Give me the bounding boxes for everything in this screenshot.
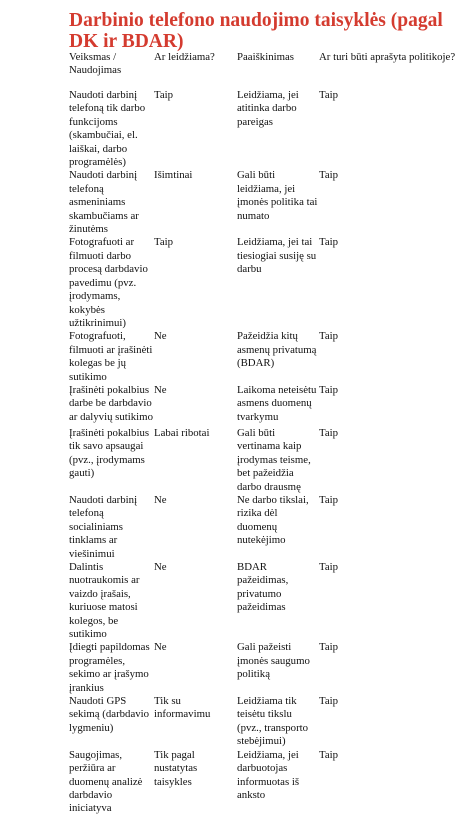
page-title: Darbinio telefono naudojimo taisyklės (pagal DK ir BDAR): [69, 10, 443, 52]
cell-explanation: BDAR pažeidimas, privatumo pažeidimas: [237, 561, 289, 614]
cell-allowed: Tik pagal nustatytas taisykles: [154, 748, 198, 788]
cell-explanation: Leidžiama, jei tai tiesiogiai susiję su darbu: [237, 236, 317, 276]
cell-action: Fotografuoti ar filmuoti darbo procesą darbdavio pavedimu (pvz. įrodymams, kokybės užtikrinimui): [69, 236, 148, 329]
cell-action: Fotografuoti, filmuoti ar įrašinėti kolegas be jų sutikimo: [69, 330, 153, 383]
cell-policy: Taip: [319, 641, 339, 654]
cell-policy: Taip: [319, 561, 339, 573]
table-header-row: [69, 51, 464, 89]
rules-table: [69, 51, 464, 816]
cell-action: Naudoti darbinį telefoną socialiniams tinklams ar viešinimui: [69, 493, 138, 560]
table-row: [69, 641, 464, 695]
cell-action: Naudoti darbinį telefoną tik darbo funkcijoms (skambučiai, el. laiškai, darbo programėlės): [69, 89, 146, 169]
cell-allowed: Ne: [154, 561, 167, 573]
cell-allowed: Ne: [154, 493, 167, 506]
cell-allowed: Labai ribotai: [154, 426, 210, 439]
header-action: Veiksmas / Naudojimas: [69, 51, 122, 77]
table-row: [69, 749, 464, 816]
table-row: [69, 89, 464, 169]
cell-allowed: Taip: [154, 236, 174, 249]
table-row: [69, 330, 464, 384]
cell-allowed: Taip: [154, 89, 174, 101]
cell-policy: Taip: [319, 748, 339, 761]
table-row: [69, 494, 464, 561]
cell-allowed: Išimtinai: [154, 169, 193, 182]
header-policy: Ar turi būti aprašyta politikoje?: [319, 51, 456, 63]
cell-action: Įrašinėti pokalbius darbe be darbdavio ar dalyvių sutikimo: [69, 383, 153, 423]
cell-explanation: Leidžiama, jei atitinka darbo pareigas: [237, 89, 299, 128]
cell-allowed: Ne: [154, 330, 167, 343]
cell-allowed: Ne: [154, 383, 167, 396]
cell-action: Dalintis nuotraukomis ar vaizdo įrašais, kuriuose matosi kolegos, be sutikimo: [69, 561, 140, 641]
cell-explanation: Gali būti leidžiama, jei įmonės politika tai numato: [237, 169, 318, 222]
cell-explanation: Leidžiama, jei darbuotojas informuotas iš anksto: [237, 748, 300, 801]
cell-explanation: Gali pažeisti įmonės saugumo politiką: [237, 641, 310, 681]
cell-allowed: Ne: [154, 641, 167, 654]
cell-explanation: Laikoma neteisėtu asmens duomenų tvarkymu: [237, 383, 317, 423]
cell-policy: Taip: [319, 236, 339, 249]
table-row: [69, 236, 464, 330]
header-explanation: Paaiškinimas: [237, 51, 294, 63]
table-row: [69, 427, 464, 494]
cell-policy: Taip: [319, 695, 339, 708]
table-row: [69, 561, 464, 641]
cell-action: Naudoti GPS sekimą (darbdavio lygmeniu): [69, 695, 150, 734]
cell-policy: Taip: [319, 330, 339, 343]
cell-explanation: Gali būti vertinama kaip įrodymas teisme, bet pažeidžia darbo drausmę: [237, 426, 311, 493]
cell-policy: Taip: [319, 493, 339, 506]
cell-policy: Taip: [319, 383, 339, 396]
cell-policy: Taip: [319, 89, 339, 101]
cell-explanation: Ne darbo tikslai, rizika dėl duomenų nutekėjimo: [237, 493, 309, 547]
table-row: [69, 169, 464, 236]
cell-policy: Taip: [319, 426, 339, 439]
cell-policy: Taip: [319, 169, 339, 182]
cell-action: Naudoti darbinį telefoną asmeniniams skambučiams ar žinutėms: [69, 169, 139, 236]
cell-explanation: Pažeidžia kitų asmenų privatumą (BDAR): [237, 330, 317, 370]
header-allowed: Ar leidžiama?: [154, 51, 215, 63]
cell-allowed: Tik su informavimu: [154, 695, 211, 721]
cell-action: Įdiegti papildomas programėles, sekimo ar įrašymo įrankius: [69, 641, 150, 694]
cell-action: Įrašinėti pokalbius tik savo apsaugai (pvz., įrodymams gauti): [69, 426, 150, 480]
cell-action: Saugojimas, peržiūra ar duomenų analizė darbdavio iniciatyva: [69, 748, 143, 815]
cell-explanation: Leidžiama tik teisėtu tikslu (pvz., transporto stebėjimui): [237, 695, 309, 748]
table-row: [69, 695, 464, 749]
table-row: [69, 384, 464, 427]
